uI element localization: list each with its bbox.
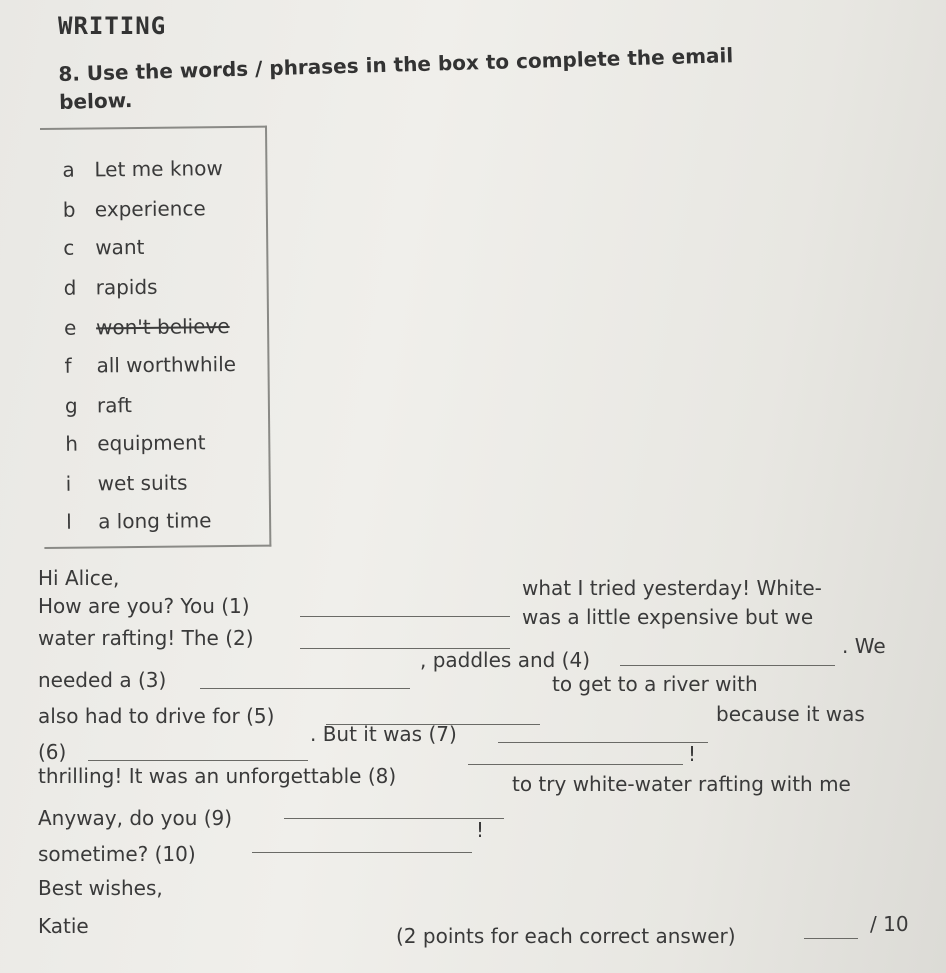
email-line-8b: ! — [476, 818, 485, 842]
email-line-3c: . We — [842, 634, 886, 658]
email-signature: Katie — [38, 914, 89, 938]
answer-blank-3[interactable] — [200, 688, 410, 689]
answer-blank-9[interactable] — [284, 818, 504, 819]
option-letter: i — [65, 471, 72, 496]
answer-blank-1[interactable] — [300, 616, 510, 617]
word-option-b — [63, 196, 206, 221]
option-letter: g — [64, 393, 78, 418]
answer-blank-10[interactable] — [252, 852, 472, 853]
instruction-text: 8. Use the words / phrases in the box to complete the email below. — [58, 43, 734, 114]
word-option-e — [64, 314, 230, 340]
option-text: wet suits — [97, 470, 188, 496]
email-line-6b: ! — [688, 742, 697, 766]
option-letter: c — [63, 235, 75, 260]
answer-blank-8[interactable] — [468, 764, 683, 765]
email-closing: Best wishes, — [38, 876, 163, 900]
option-text: equipment — [97, 430, 206, 456]
score-blank[interactable] — [804, 938, 858, 939]
email-line-7b: to try white-water rafting with me — [512, 772, 851, 796]
word-option-l — [66, 508, 212, 534]
word-option-f — [64, 352, 236, 378]
score-total: / 10 — [870, 912, 909, 936]
email-line-4b: to get to a river with — [552, 672, 758, 696]
option-letter: a — [62, 157, 75, 182]
email-line-2b: was a little expensive but we — [522, 605, 814, 629]
option-text: experience — [94, 196, 206, 222]
email-line-8a: sometime? (10) — [38, 842, 196, 866]
word-option-d — [64, 275, 158, 300]
option-text: Let me know — [94, 156, 223, 182]
section-title: WRITING — [58, 12, 167, 40]
option-letter: f — [64, 353, 72, 378]
answer-blank-4[interactable] — [620, 665, 835, 666]
option-text: won't believe — [95, 314, 230, 340]
word-option-g — [65, 393, 132, 418]
option-letter: l — [65, 509, 72, 534]
option-text: a long time — [97, 508, 212, 534]
email-greeting: Hi Alice, — [38, 566, 120, 590]
email-line-1b: what I tried yesterday! White- — [522, 576, 822, 600]
email-line-1a: How are you? You (1) — [38, 594, 250, 618]
word-option-i — [66, 470, 188, 495]
option-letter: b — [62, 197, 76, 222]
word-option-h — [65, 430, 205, 455]
answer-blank-7[interactable] — [498, 742, 708, 743]
answer-blank-6[interactable] — [88, 760, 308, 761]
word-option-a — [62, 156, 223, 182]
email-line-3a: needed a (3) — [38, 668, 167, 692]
email-line-6a: thrilling! It was an unforgettable (8) — [38, 764, 397, 788]
option-letter: e — [63, 315, 77, 340]
option-letter: d — [63, 275, 77, 300]
points-note: (2 points for each correct answer) — [396, 924, 736, 948]
word-box — [40, 126, 271, 549]
option-letter: h — [65, 431, 79, 456]
email-line-7a: Anyway, do you (9) — [38, 806, 233, 830]
email-line-2a: water rafting! The (2) — [38, 626, 254, 650]
option-text: rapids — [95, 274, 158, 300]
email-line-5a: (6) — [38, 740, 67, 764]
email-line-4a: also had to drive for (5) — [38, 704, 275, 728]
email-line-5b: . But it was (7) — [310, 722, 457, 746]
email-line-3b: , paddles and (4) — [420, 648, 591, 672]
option-text: raft — [96, 393, 133, 418]
option-text: all worthwhile — [96, 351, 237, 378]
word-option-c — [63, 235, 144, 260]
option-text: want — [95, 234, 145, 260]
email-line-5c: because it was — [716, 702, 865, 726]
